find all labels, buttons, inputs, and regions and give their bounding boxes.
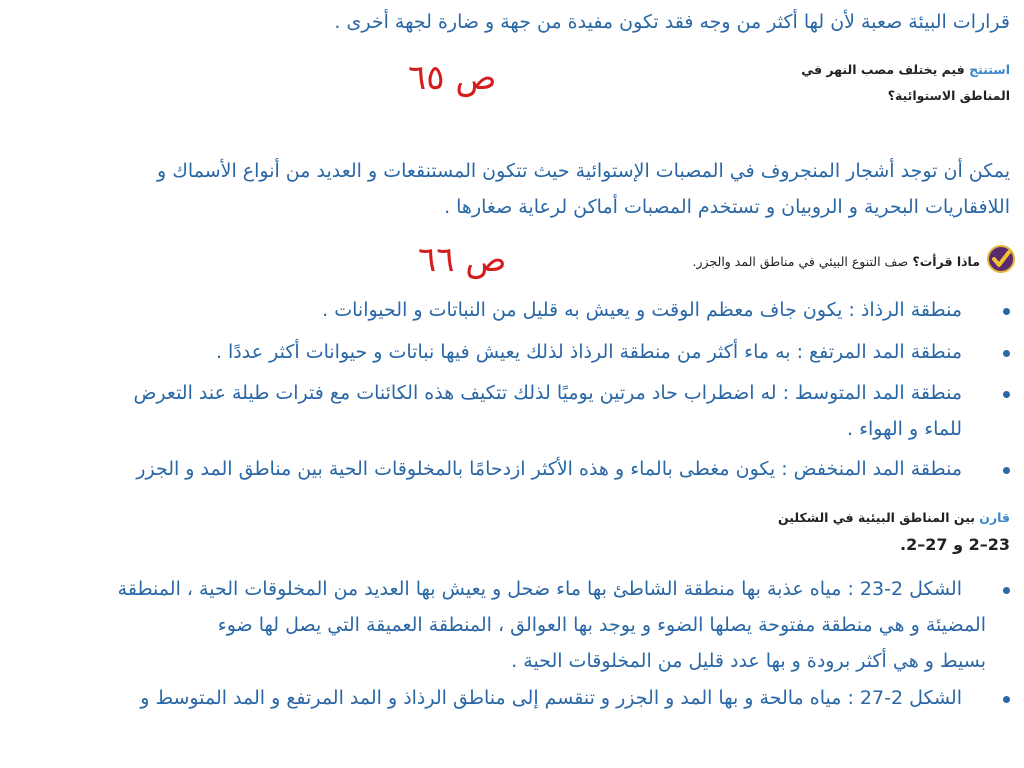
answer-65-line2: اللافقاريات البحرية و الروبيان و تستخدم المصبات أماكن لرعاية صغارها . bbox=[444, 196, 1010, 218]
list-item-text: الشكل 2-27 : مياه مالحة و بها المد و الجزر و تنقسم إلى مناطق الرذاذ و المد المرتفع و المد المتوسط و bbox=[140, 687, 962, 709]
question-what-read bbox=[693, 254, 980, 269]
list-item-text-cont: المضيئة و هي منطقة مفتوحة يصلها الضوء و يوجد بها العوالق ، المنطقة العميقة التي يصل لها ضوء bbox=[217, 614, 986, 636]
question-compare bbox=[778, 510, 1010, 525]
bullet-dot bbox=[1003, 467, 1010, 474]
list-item-text-cont: بسيط و هي أكثر برودة و بها عدد قليل من المخلوقات الحية . bbox=[511, 650, 986, 672]
page-label-66: ص ٦٦ bbox=[418, 240, 507, 280]
question-compare-figs bbox=[900, 535, 1010, 554]
check-badge-icon bbox=[986, 244, 1016, 274]
question-figs: 23–2 و 27–2. bbox=[900, 535, 1010, 554]
question-keyword: ماذا قرأت؟ bbox=[912, 254, 980, 269]
question-keyword: قارن bbox=[979, 510, 1010, 525]
list-item-text: منطقة الرذاذ : يكون جاف معظم الوقت و يعيش به قليل من النباتات و الحيوانات . bbox=[322, 299, 962, 321]
question-text: بين المناطق البيئية في الشكلين bbox=[778, 510, 975, 525]
bullet-dot bbox=[1003, 350, 1010, 357]
list-item-text-cont: للماء و الهواء . bbox=[847, 418, 962, 440]
question-infer-line2: المناطق الاستوائية؟ bbox=[887, 88, 1010, 103]
question-text: صف التنوع البيئي في مناطق المد والجزر. bbox=[692, 254, 909, 269]
bullet-dot bbox=[1003, 587, 1010, 594]
page-label-65: ص ٦٥ bbox=[408, 58, 497, 98]
intro-text: قرارات البيئة صعبة لأن لها أكثر من وجه فقد تكون مفيدة من جهة و ضارة لجهة أخرى . bbox=[334, 11, 1010, 33]
list-item-text: منطقة المد المنخفض : يكون مغطى بالماء و هذه الأكثر ازدحامًا بالمخلوقات الحية بين مناطق المد و الجزر bbox=[136, 458, 962, 480]
list-item-text: الشكل 2-23 : مياه عذبة بها منطقة الشاطئ بها ماء ضحل و يعيش بها العديد من المخلوقات الحية ، المنطقة bbox=[117, 578, 962, 600]
bullet-dot bbox=[1003, 308, 1010, 315]
question-keyword: استنتج bbox=[969, 62, 1010, 77]
bullet-dot bbox=[1003, 391, 1010, 398]
answer-65-line1: يمكن أن توجد أشجار المنجروف في المصبات الإستوائية حيث تتكون المستنقعات و العديد من أنواع الأسماك و bbox=[157, 160, 1010, 182]
bullet-dot bbox=[1003, 696, 1010, 703]
list-item-text: منطقة المد المرتفع : به ماء أكثر من منطقة الرذاذ لذلك يعيش فيها نباتات و حيوانات أكثر عددًا . bbox=[215, 341, 962, 363]
list-item-text: منطقة المد المتوسط : له اضطراب حاد مرتين يوميًا لذلك تتكيف هذه الكائنات مع فترات طيلة عند التعرض bbox=[133, 382, 962, 404]
question-text: فيم يختلف مصب النهر في bbox=[801, 62, 965, 77]
question-infer bbox=[801, 62, 1010, 77]
